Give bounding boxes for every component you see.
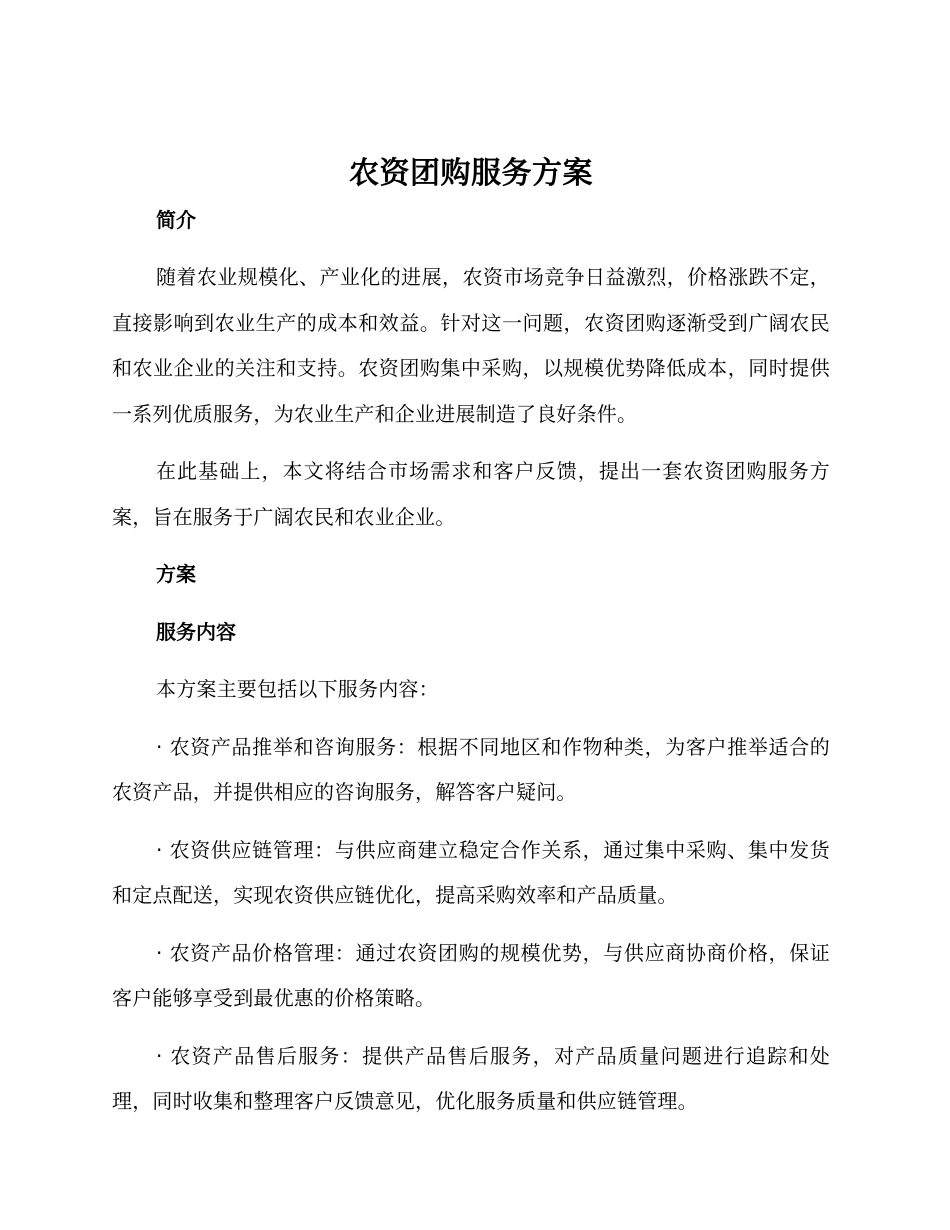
intro-paragraph-1: 随着农业规模化、产业化的进展，农资市场竞争日益激烈，价格涨跌不定，直接影响到农业生产的成本和效益。针对这一问题，农资团购逐渐受到广阔农民和农业企业的关注和支持。农资团购集中采购，以规模优势降低成本，同时提供一系列优质服务，为农业生产和企业进展制造了良好条件。 bbox=[112, 265, 830, 426]
service-item-after-sales: · 农资产品售后服务：提供产品售后服务，对产品质量问题进行追踪和处理，同时收集和整理客户反馈意见，优化服务质量和供应链管理。 bbox=[112, 1043, 830, 1113]
intro-heading: 简介 bbox=[156, 208, 196, 232]
service-item-recommendation: · 农资产品推举和咨询服务：根据不同地区和作物种类，为客户推举适合的农资产品，并提供相应的咨询服务，解答客户疑问。 bbox=[112, 734, 830, 804]
service-item-price-management: · 农资产品价格管理：通过农资团购的规模优势，与供应商协商价格，保证客户能够享受到最优惠的价格策略。 bbox=[112, 940, 830, 1010]
document-page bbox=[112, 150, 830, 1125]
document-title: 农资团购服务方案 bbox=[349, 156, 593, 191]
intro-paragraph-2: 在此基础上，本文将结合市场需求和客户反馈，提出一套农资团购服务方案，旨在服务于广阔农民和农业企业。 bbox=[112, 459, 830, 529]
service-item-supply-chain: · 农资供应链管理：与供应商建立稳定合作关系，通过集中采购、集中发货和定点配送，实现农资供应链优化，提高采购效率和产品质量。 bbox=[112, 837, 830, 907]
service-content-heading: 服务内容 bbox=[156, 620, 236, 644]
service-intro-paragraph: 本方案主要包括以下服务内容： bbox=[156, 677, 439, 701]
plan-heading: 方案 bbox=[156, 562, 196, 586]
